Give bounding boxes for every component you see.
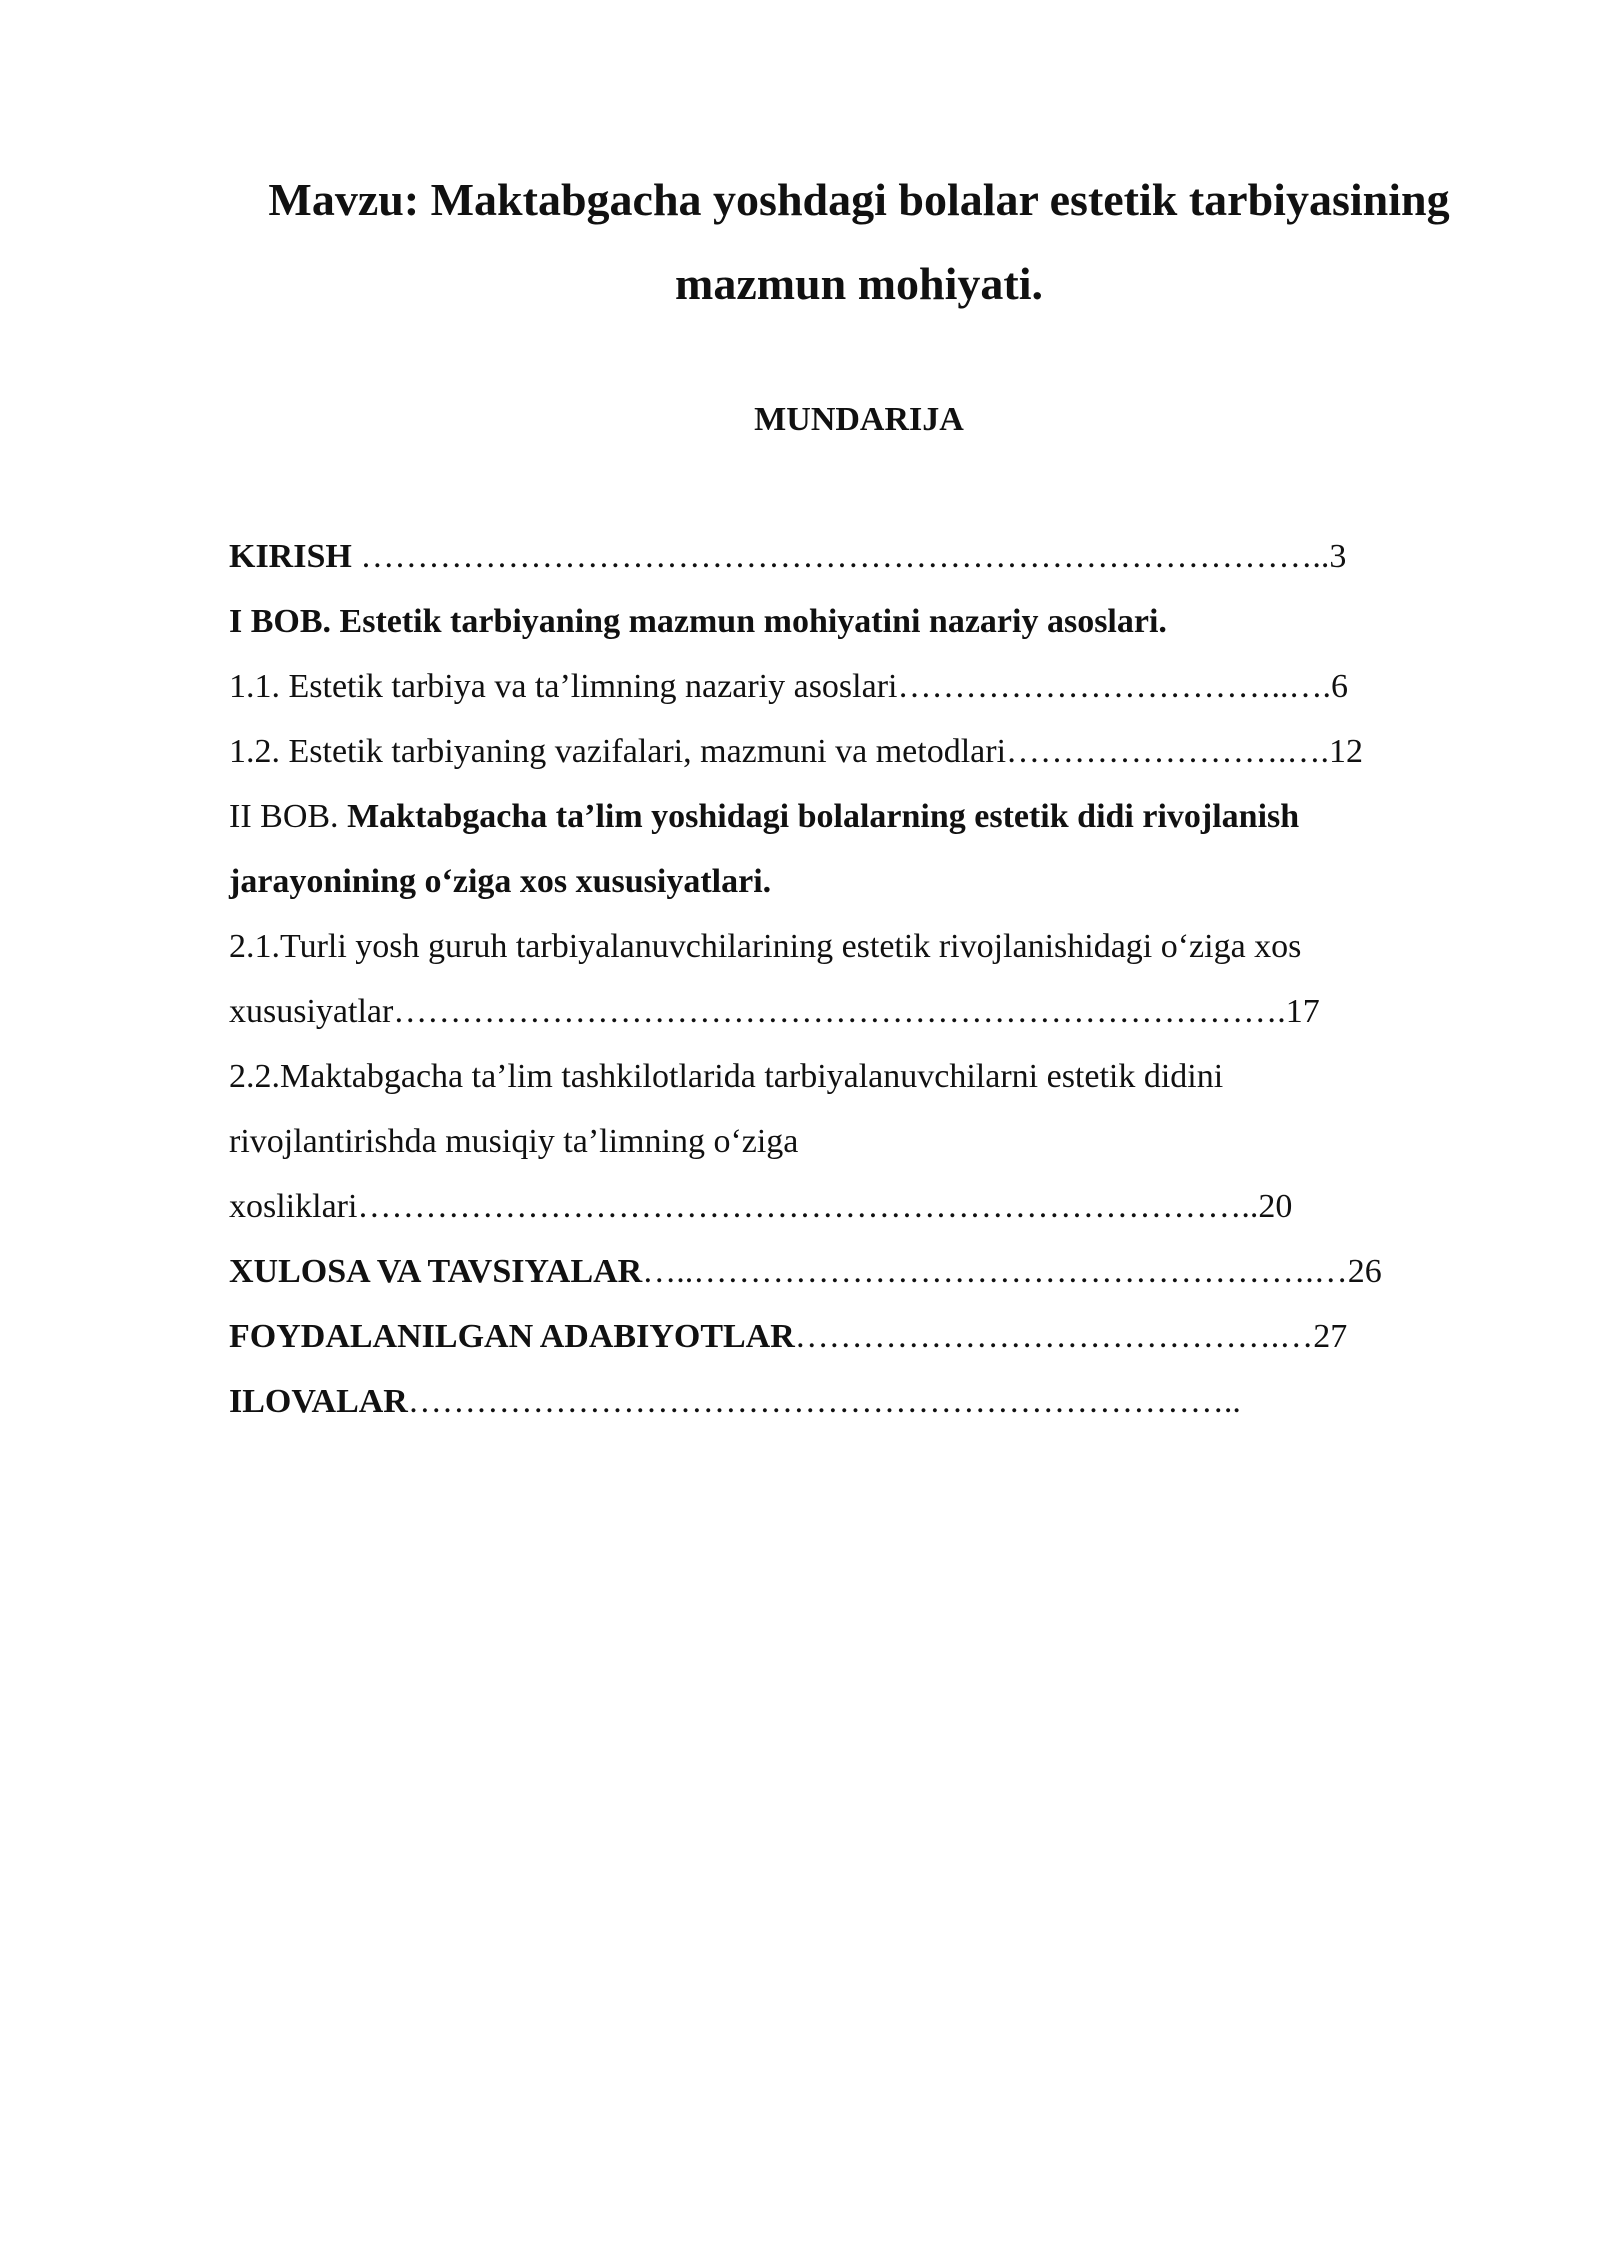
toc-entry-ilovalar: [229, 1369, 1529, 1434]
toc-ilovalar-leader: ………………………………………………………………..: [407, 1383, 1241, 1420]
toc-chapter-2-prefix: II BOB.: [229, 798, 348, 835]
toc-foydalanilgan-label: FOYDALANILGAN ADABIYOTLAR: [229, 1318, 795, 1355]
toc-section-1-1: 1.1. Estetik tarbiya va ta’limning nazariy asoslari……………………………..….6: [229, 668, 1348, 705]
toc-chapter-2-title-part-1: Maktabgacha ta’lim yoshidagi bolalarning estetik didi rivojlanish: [347, 798, 1300, 835]
toc-foydalanilgan-leader: …………………………………….…27: [794, 1318, 1348, 1355]
toc-kirish-leader: …………………………………………………………………………..3: [351, 538, 1347, 575]
toc-chapter-2-line-1: [229, 784, 1529, 849]
toc-kirish-label: KIRISH: [229, 538, 352, 575]
toc-ilovalar-label: ILOVALAR: [229, 1383, 408, 1420]
toc-chapter-2-line-2: jarayonining o‘ziga xos xususiyatlari.: [229, 863, 772, 900]
toc-section-2-2-line-1: 2.2.Maktabgacha ta’lim tashkilotlarida tarbiyalanuvchilarni estetik didini: [229, 1058, 1224, 1095]
toc-section-2-1-line-2: xususiyatlar…………………………………………………………………….17: [229, 993, 1320, 1030]
toc-section-1-2: 1.2. Estetik tarbiyaning vazifalari, mazmuni va metodlari…………………….….12: [229, 733, 1364, 770]
toc-heading: MUNDARIJA: [754, 401, 964, 438]
toc-section-2-1-line-1: 2.1.Turli yosh guruh tarbiyalanuvchilarining estetik rivojlanishidagi o‘ziga xos: [229, 928, 1302, 965]
toc-xulosa-label: XULOSA VA TAVSIYALAR: [229, 1253, 643, 1290]
toc-section-2-2-line-2: rivojlantirishda musiqiy ta’limning o‘ziga: [229, 1123, 799, 1160]
document-title: [229, 158, 1489, 326]
toc-entry-xulosa: [229, 1239, 1529, 1304]
toc-entry-foydalanilgan: [229, 1304, 1529, 1369]
title-line-1: Mavzu: Maktabgacha yoshdagi bolalar estetik tarbiyasining: [268, 174, 1450, 225]
toc-chapter-1: I BOB. Estetik tarbiyaning mazmun mohiyatini nazariy asoslari.: [229, 603, 1167, 640]
toc-section-2-2-line-3: xosliklari……………………………………………………………………..20: [229, 1188, 1293, 1225]
toc-entry-kirish: [229, 524, 1529, 589]
title-line-2: mazmun mohiyati.: [675, 258, 1043, 309]
toc-xulosa-leader: …..……………………………………………….…26: [642, 1253, 1382, 1290]
table-of-contents: [229, 524, 1529, 1434]
